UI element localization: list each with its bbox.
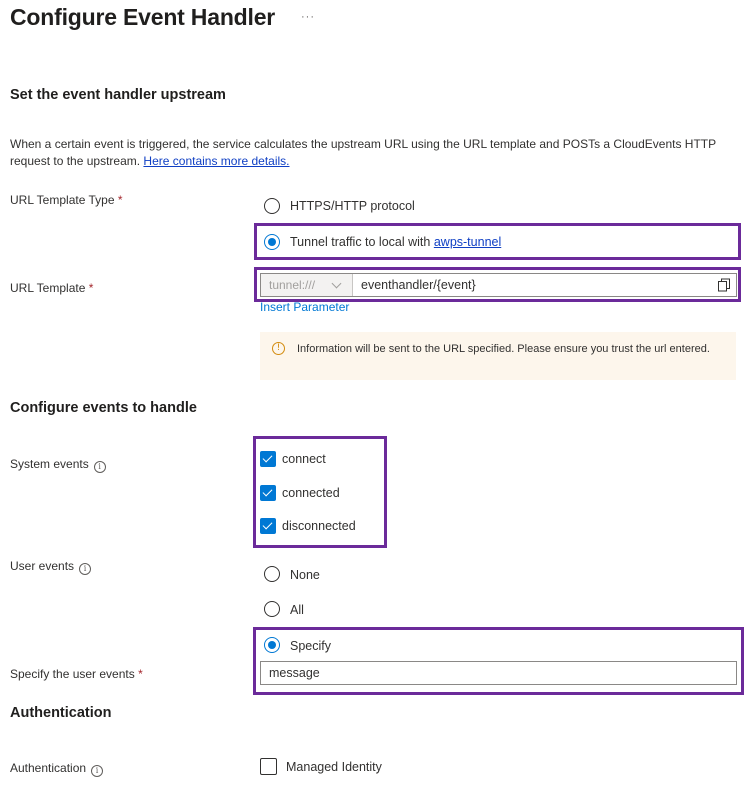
- system-events-label: [10, 457, 106, 473]
- upstream-description-text: When a certain event is triggered, the service calculates the upstream URL using the URL template and POSTs a CloudEvents HTTP request to the upstream.: [10, 137, 716, 168]
- auth-section-heading: Authentication: [10, 705, 112, 721]
- checkbox-managed-identity[interactable]: [260, 758, 420, 776]
- specify-user-events-label-text: Specify the user events: [10, 667, 135, 681]
- page-title: Configure Event Handler: [10, 4, 276, 30]
- url-template-type-label: [10, 193, 123, 207]
- checkbox-managed-identity-box[interactable]: [260, 758, 277, 775]
- checkbox-disconnected[interactable]: [260, 518, 380, 536]
- info-icon[interactable]: i: [94, 461, 106, 473]
- radio-user-all[interactable]: [264, 601, 384, 619]
- authentication-label: [10, 761, 103, 777]
- url-template-label-text: URL Template: [10, 281, 86, 295]
- radio-user-none-label: None: [290, 568, 320, 582]
- checkbox-connect-label: connect: [282, 452, 326, 466]
- radio-user-all-circle[interactable]: [264, 601, 280, 617]
- copy-icon[interactable]: [717, 278, 731, 292]
- checkbox-connect-box[interactable]: [260, 451, 276, 467]
- checkbox-disconnected-box[interactable]: [260, 518, 276, 534]
- radio-tunnel-label-text: Tunnel traffic to local with: [290, 235, 431, 249]
- checkbox-disconnected-label: disconnected: [282, 519, 356, 533]
- authentication-label-text: Authentication: [10, 761, 87, 775]
- radio-https-label: HTTPS/HTTP protocol: [290, 199, 415, 213]
- info-message-text: Information will be sent to the URL specified. Please ensure you trust the url entered.: [297, 343, 710, 355]
- radio-user-specify-circle[interactable]: [264, 637, 280, 653]
- specify-user-events-input[interactable]: message: [260, 661, 737, 685]
- awps-tunnel-link[interactable]: awps-tunnel: [433, 235, 502, 249]
- url-template-type-label-text: URL Template Type: [10, 193, 115, 207]
- url-template-value: eventhandler/{event}: [361, 278, 476, 292]
- checkbox-managed-identity-label: Managed Identity: [286, 760, 382, 774]
- radio-user-all-label: All: [290, 603, 304, 617]
- radio-https-circle[interactable]: [264, 198, 280, 214]
- info-icon[interactable]: i: [79, 563, 91, 575]
- user-events-label-text: User events: [10, 559, 75, 573]
- checkbox-connected-label: connected: [282, 486, 340, 500]
- details-link[interactable]: Here contains more details.: [143, 154, 290, 168]
- events-section-heading: Configure events to handle: [10, 400, 197, 416]
- radio-user-none-circle[interactable]: [264, 566, 280, 582]
- specify-user-events-label: [10, 667, 143, 681]
- checkbox-connected[interactable]: [260, 485, 380, 503]
- radio-tunnel-label: [290, 235, 501, 249]
- user-events-label: [10, 559, 91, 575]
- upstream-section-heading: Set the event handler upstream: [10, 87, 226, 103]
- info-message-bar: [260, 332, 736, 380]
- info-warning-icon: !: [272, 342, 285, 355]
- radio-user-none[interactable]: [264, 566, 384, 584]
- radio-user-specify[interactable]: [264, 637, 384, 655]
- radio-tunnel-circle[interactable]: [264, 234, 280, 250]
- insert-parameter-link[interactable]: Insert Parameter: [260, 300, 350, 314]
- system-events-label-text: System events: [10, 457, 89, 471]
- radio-tunnel[interactable]: [264, 234, 584, 252]
- url-template-label: [10, 281, 93, 295]
- required-marker: *: [88, 281, 94, 295]
- required-marker: *: [138, 667, 143, 681]
- protocol-value: tunnel:///: [269, 278, 316, 292]
- checkbox-connect[interactable]: [260, 451, 380, 469]
- radio-https[interactable]: [264, 198, 564, 216]
- radio-user-specify-label: Specify: [290, 639, 331, 653]
- info-icon[interactable]: i: [91, 765, 103, 777]
- checkbox-connected-box[interactable]: [260, 485, 276, 501]
- more-options-icon[interactable]: ···: [301, 11, 315, 23]
- required-marker: *: [117, 193, 123, 207]
- url-template-input[interactable]: [260, 273, 737, 297]
- upstream-description: [10, 136, 730, 170]
